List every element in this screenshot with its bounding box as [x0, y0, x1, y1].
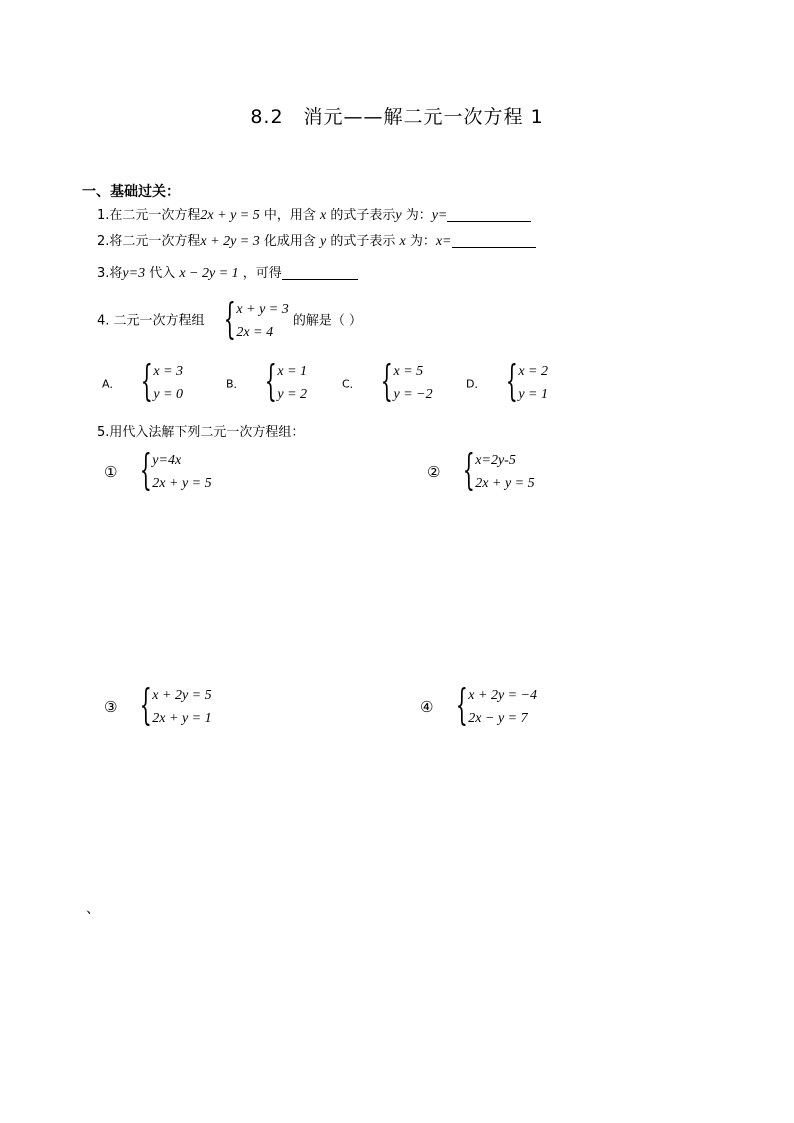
brace-icon: {: [380, 356, 393, 405]
question-5: 5.用代入法解下列二元一次方程组：: [97, 425, 305, 440]
answer-blank-3[interactable]: [282, 265, 358, 280]
brace-icon: {: [139, 445, 152, 494]
question-3: 3.将y=3 代入 x − 2y = 1 ，可得: [97, 262, 358, 282]
question-1: 1.在二元一次方程2x + y = 5 中，用含 x 的式子表示y 为：y=: [97, 204, 531, 224]
system-1: ① { y=4x 2x + y = 5: [104, 445, 212, 494]
stray-mark: 、: [86, 901, 100, 917]
brace-icon: {: [140, 356, 153, 405]
brace-icon: {: [264, 356, 277, 405]
option-d[interactable]: D． { x = 2 y = 1: [466, 356, 548, 405]
answer-blank-1[interactable]: [447, 207, 531, 222]
page-title: 8.2 消元——解二元一次方程 1: [250, 106, 544, 128]
question-4: 4. 二元一次方程组 { x + y = 3 2x = 4 的解是（ ）: [97, 294, 363, 343]
question-2: 2.将二元一次方程x + 2y = 3 化成用含 y 的式子表示 x 为：x=: [97, 230, 536, 250]
system-3: ③ { x + 2y = 5 2x + y = 1: [104, 680, 212, 729]
option-b[interactable]: B． { x = 1 y = 2: [226, 356, 308, 405]
brace-icon: {: [505, 356, 518, 405]
brace-icon: {: [139, 680, 152, 729]
answer-blank-2[interactable]: [452, 233, 536, 248]
system-2: ② { x=2y-5 2x + y = 5: [427, 445, 535, 494]
equation-system: { x + y = 3 2x = 4: [223, 294, 289, 343]
brace-icon: {: [455, 680, 468, 729]
section-heading: 一、基础过关：: [82, 184, 180, 200]
system-4: ④ { x + 2y = −4 2x − y = 7: [420, 680, 538, 729]
option-a[interactable]: A． { x = 3 y = 0: [102, 356, 184, 405]
option-c[interactable]: C． { x = 5 y = −2: [342, 356, 433, 405]
brace-icon: {: [462, 445, 475, 494]
brace-icon: {: [223, 294, 236, 343]
